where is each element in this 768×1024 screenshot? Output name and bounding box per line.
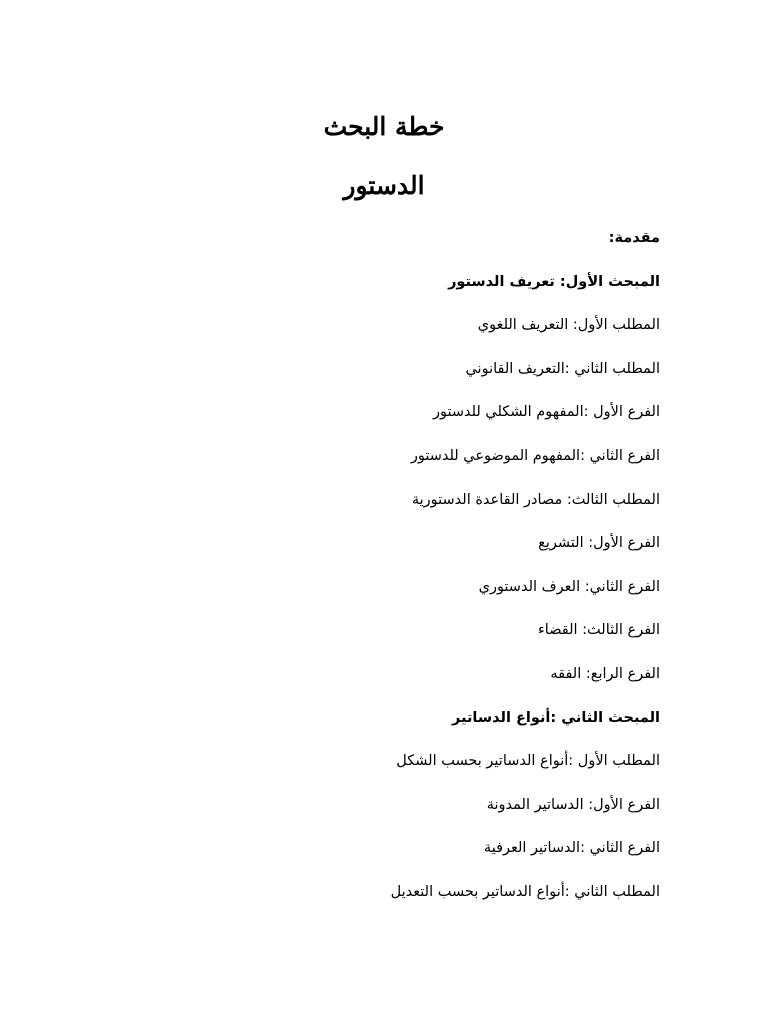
outline-item: مقدمة: <box>608 230 660 246</box>
outline-item: المطلب الثاني :أنواع الدساتير بحسب التعديل <box>390 883 660 900</box>
outline-item: المطلب الثاني :التعريف القانوني <box>465 360 660 377</box>
outline-item: الفرع الثاني: العرف الدستوري <box>478 578 660 595</box>
outline-item: المطلب الأول :أنواع الدساتير بحسب الشكل <box>396 753 660 770</box>
outline-item: المبحث الأول: تعريف الدستور <box>448 273 660 290</box>
document-subtitle: الدستور <box>343 171 425 200</box>
outline-item: المبحث الثاني :أنواع الدساتير <box>452 709 660 726</box>
outline-item: الفرع الأول: الدساتير المدونة <box>486 796 660 813</box>
outline-item: الفرع الرابع: الفقه <box>550 665 660 682</box>
research-outline <box>240 223 660 921</box>
outline-item: المطلب الأول: التعريف اللغوي <box>477 317 660 334</box>
outline-item: الفرع الأول :المفهوم الشكلي للدستور <box>432 404 660 421</box>
outline-item: الفرع الثالث: القضاء <box>537 622 660 639</box>
outline-item: المطلب الثالث: مصادر القاعدة الدستورية <box>411 491 660 508</box>
outline-item: الفرع الثاني :المفهوم الموضوعي للدستور <box>410 447 660 464</box>
document-title: خطة البحث <box>323 112 445 141</box>
outline-item: الفرع الثاني :الدساتير العرفية <box>483 840 660 857</box>
outline-item: الفرع الأول: التشريع <box>538 535 660 552</box>
